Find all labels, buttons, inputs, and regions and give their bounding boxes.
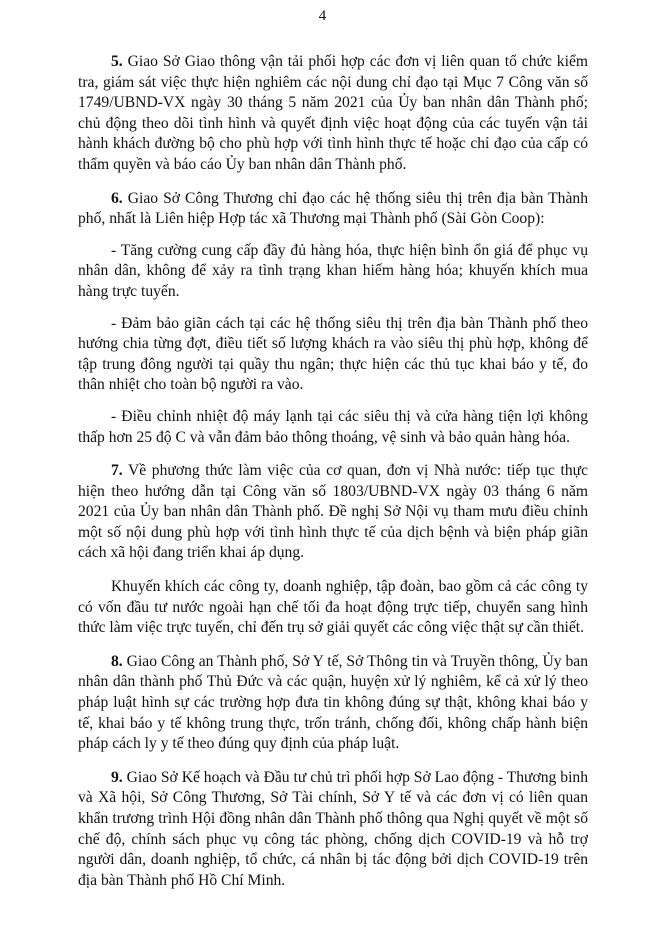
item-number: 8. bbox=[111, 652, 123, 670]
bullet-paragraph bbox=[78, 314, 588, 396]
paragraph-item-6 bbox=[78, 189, 588, 230]
item-number: 6. bbox=[111, 189, 123, 207]
paragraph-text: - Đảm bảo giãn cách tại các hệ thống siêu thị trên địa bàn Thành phố theo hướng chia từng đợt, điều tiết số lượng khách ra vào siêu thị phù hợp, không để tập trung đông người tại quầy thu ngân; thực hiện các thủ tục khai báo y tế, đo thân nhiệt cho toàn bộ người ra vào. bbox=[78, 314, 588, 394]
bullet-paragraph bbox=[78, 407, 588, 448]
paragraph-continuation bbox=[78, 577, 588, 639]
paragraph-item-9 bbox=[78, 768, 588, 892]
paragraph-text: - Điều chỉnh nhiệt độ máy lạnh tại các siêu thị và cửa hàng tiện lợi không thấp hơn 25 độ C và vẫn đảm bảo thông thoáng, vệ sinh và bảo quản hàng hóa. bbox=[78, 407, 588, 446]
item-number: 7. bbox=[111, 462, 123, 480]
paragraph-item-5 bbox=[78, 52, 588, 176]
item-number: 5. bbox=[111, 53, 123, 70]
page-number: 4 bbox=[318, 8, 327, 24]
paragraph-text: Giao Công an Thành phố, Sở Y tế, Sở Thông tin và Truyền thông, Ủy ban nhân dân thành phố Thủ Đức và các quận, huyện xử lý nghiêm, kể cả xử lý theo pháp luật hình sự các trường hợp đưa tin không đúng sự thật, không khai báo y tế, khai báo y tế không trung thực, trốn tránh, chống đối, không chấp hành biện pháp cách ly y tế theo đúng quy định của pháp luật. bbox=[78, 652, 588, 753]
item-number: 9. bbox=[111, 768, 123, 786]
bullet-paragraph bbox=[78, 241, 588, 303]
paragraph-text: Về phương thức làm việc của cơ quan, đơn vị Nhà nước: tiếp tục thực hiện theo hướng dẫn tại Công văn số 1803/UBND-VX ngày 03 tháng 6 năm 2021 của Ủy ban nhân dân Thành phố. Đề nghị Sở Nội vụ tham mưu điều chỉnh một số nội dung phù hợp với tình hình thực tế của dịch bệnh và biện pháp giãn cách xã hội đang triển khai áp dụng. bbox=[78, 462, 588, 562]
paragraph-text: Giao Sở Giao thông vận tải phối hợp các đơn vị liên quan tổ chức kiểm tra, giám sát việc thực hiện nghiêm các nội dung chỉ đạo tại Mục 7 Công văn số 1749/UBND-VX ngày 30 tháng 5 năm 2021 của Ủy ban nhân dân Thành phố; chủ động theo dõi tình hình và quyết định việc hoạt động của các tuyến vận tải hành khách đường bộ cho phù hợp với tình hình thực tế hoặc chỉ đạo của cấp có thẩm quyền và báo cáo Ủy ban nhân dân Thành phố. bbox=[78, 53, 588, 173]
document-body bbox=[78, 52, 588, 904]
paragraph-item-8 bbox=[78, 652, 588, 755]
paragraph-text: - Tăng cường cung cấp đầy đủ hàng hóa, thực hiện bình ổn giá để phục vụ nhân dân, không để xảy ra tình trạng khan hiếm hàng hóa; khuyến khích mua hàng trực tuyến. bbox=[78, 241, 588, 300]
paragraph-text: Khuyến khích các công ty, doanh nghiệp, tập đoàn, bao gồm cả các công ty có vốn đầu tư nước ngoài hạn chế tối đa hoạt động trực tiếp, chuyển sang hình thức làm việc trực tuyến, chỉ đến trụ sở giải quyết các công việc thật sự cần thiết. bbox=[78, 578, 588, 637]
paragraph-text: Giao Sở Công Thương chỉ đạo các hệ thống siêu thị trên địa bàn Thành phố, nhất là Liên hiệp Hợp tác xã Thương mại Thành phố (Sài Gòn Coop): bbox=[78, 189, 588, 228]
paragraph-text: Giao Sở Kế hoạch và Đầu tư chủ trì phối hợp Sở Lao động - Thương binh và Xã hội, Sở Công Thương, Sở Tài chính, Sở Y tế và các đơn vị có liên quan khẩn trương trình Hội đồng nhân dân Thành phố thông qua Nghị quyết về một số chế độ, chính sách phục vụ công tác phòng, chống dịch COVID-19 và hỗ trợ người dân, doanh nghiệp, tổ chức, cá nhân bị tác động bởi dịch COVID-19 trên địa bàn Thành phố Hồ Chí Minh. bbox=[78, 768, 588, 889]
paragraph-item-7 bbox=[78, 461, 588, 564]
